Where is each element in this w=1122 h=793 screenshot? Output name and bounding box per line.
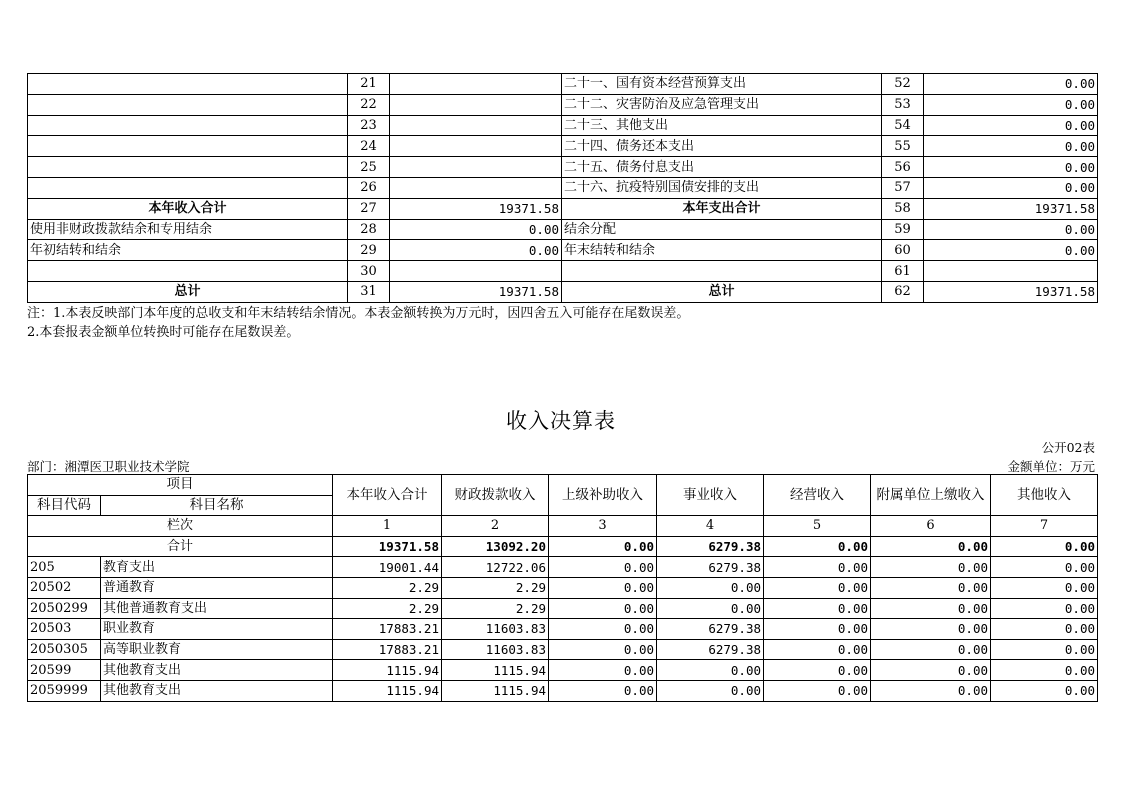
table-row (28, 557, 1098, 578)
header-col-5: 经营收入 (764, 475, 871, 516)
income-table-body (28, 557, 1098, 701)
header-col-1: 本年收入合计 (333, 475, 442, 516)
total-value: 0.00 (549, 536, 657, 557)
subject-code: 20502 (28, 577, 101, 598)
subject-name: 职业教育 (101, 619, 333, 640)
table-row (28, 240, 1098, 261)
table-row (28, 598, 1098, 619)
income-value: 0.00 (871, 680, 991, 701)
table-row (28, 219, 1098, 240)
header-col-2: 财政拨款收入 (442, 475, 549, 516)
income-value: 1115.94 (442, 660, 549, 681)
income-value: 0.00 (549, 557, 657, 578)
expense-item: 二十四、债务还本支出 (562, 136, 882, 157)
expense-amount: 19371.58 (924, 281, 1098, 302)
subject-code: 2059999 (28, 680, 101, 701)
expense-amount: 0.00 (924, 240, 1098, 261)
header-col-7: 其他收入 (991, 475, 1098, 516)
department-label: 部门：湘潭医卫职业技术学院 (27, 459, 190, 474)
expense-amount: 0.00 (924, 177, 1098, 198)
income-value: 17883.21 (333, 619, 442, 640)
income-value: 0.00 (657, 577, 764, 598)
expense-item: 二十三、其他支出 (562, 115, 882, 136)
income-amount: 19371.58 (390, 281, 562, 302)
header-code: 科目代码 (28, 495, 101, 516)
expense-item (562, 261, 882, 282)
income-line-number: 28 (348, 219, 390, 240)
header-item: 项目 (28, 475, 333, 496)
income-value: 0.00 (549, 598, 657, 619)
total-value: 0.00 (991, 536, 1098, 557)
income-value: 0.00 (871, 639, 991, 660)
expense-amount: 0.00 (924, 219, 1098, 240)
expense-amount: 0.00 (924, 136, 1098, 157)
income-value: 1115.94 (333, 660, 442, 681)
income-value: 0.00 (549, 680, 657, 701)
expense-amount: 0.00 (924, 157, 1098, 178)
total-label: 合计 (28, 536, 333, 557)
table-row (28, 136, 1098, 157)
total-value: 6279.38 (657, 536, 764, 557)
table-row (28, 577, 1098, 598)
table-row (28, 177, 1098, 198)
table-row (28, 619, 1098, 640)
table-row (28, 115, 1098, 136)
income-value: 11603.83 (442, 619, 549, 640)
income-value: 0.00 (764, 680, 871, 701)
income-item: 总计 (28, 281, 348, 302)
income-value: 0.00 (991, 557, 1098, 578)
income-line-number: 24 (348, 136, 390, 157)
income-value: 0.00 (991, 619, 1098, 640)
table-row (28, 281, 1098, 302)
income-line-number: 31 (348, 281, 390, 302)
income-item (28, 177, 348, 198)
income-amount (390, 94, 562, 115)
line-number: 6 (871, 516, 991, 537)
income-value: 0.00 (549, 639, 657, 660)
income-value: 6279.38 (657, 639, 764, 660)
expense-line-number: 60 (882, 240, 924, 261)
income-line-number: 27 (348, 198, 390, 219)
income-value: 0.00 (871, 598, 991, 619)
expense-item: 二十二、灾害防治及应急管理支出 (562, 94, 882, 115)
income-value: 0.00 (549, 577, 657, 598)
table-row (28, 157, 1098, 178)
income-value: 0.00 (657, 680, 764, 701)
income-amount (390, 136, 562, 157)
income-value: 0.00 (657, 660, 764, 681)
income-value: 0.00 (871, 660, 991, 681)
income-value: 0.00 (549, 660, 657, 681)
note-line-2: 2.本套报表金额单位转换时可能存在尾数误差。 (27, 325, 300, 340)
income-value: 0.00 (991, 660, 1098, 681)
subject-name: 其他教育支出 (101, 660, 333, 681)
expense-amount: 0.00 (924, 74, 1098, 95)
income-line-number: 29 (348, 240, 390, 261)
note-line-1: 注：1.本表反映部门本年度的总收支和年末结转结余情况。本表金额转换为万元时，因四舍五入可能存在尾数误差。 (27, 306, 690, 321)
income-amount: 0.00 (390, 240, 562, 261)
line-number: 3 (549, 516, 657, 537)
income-value: 0.00 (764, 577, 871, 598)
income-table-header (28, 475, 1098, 557)
line-number: 5 (764, 516, 871, 537)
subject-code: 20599 (28, 660, 101, 681)
income-amount (390, 261, 562, 282)
income-item: 本年收入合计 (28, 198, 348, 219)
subject-code: 205 (28, 557, 101, 578)
income-final-accounts-table (27, 474, 1098, 702)
subject-code: 2050299 (28, 598, 101, 619)
income-value: 6279.38 (657, 619, 764, 640)
income-item: 使用非财政拨款结余和专用结余 (28, 219, 348, 240)
income-value: 11603.83 (442, 639, 549, 660)
page-title: 收入决算表 (506, 409, 616, 433)
line-number: 7 (991, 516, 1098, 537)
income-value: 1115.94 (333, 680, 442, 701)
line-number-label: 栏次 (28, 516, 333, 537)
expense-line-number: 59 (882, 219, 924, 240)
expense-item: 结余分配 (562, 219, 882, 240)
subject-name: 教育支出 (101, 557, 333, 578)
income-value: 1115.94 (442, 680, 549, 701)
income-value: 0.00 (764, 557, 871, 578)
income-value: 0.00 (871, 619, 991, 640)
income-line-number: 22 (348, 94, 390, 115)
line-number: 1 (333, 516, 442, 537)
subject-name: 高等职业教育 (101, 639, 333, 660)
header-col-6: 附属单位上缴收入 (871, 475, 991, 516)
expense-line-number: 55 (882, 136, 924, 157)
expense-item: 二十六、抗疫特别国债安排的支出 (562, 177, 882, 198)
income-value: 0.00 (764, 639, 871, 660)
table-row (28, 639, 1098, 660)
header-col-4: 事业收入 (657, 475, 764, 516)
expense-item: 二十五、债务付息支出 (562, 157, 882, 178)
income-value: 2.29 (333, 577, 442, 598)
income-item (28, 157, 348, 178)
income-value: 19001.44 (333, 557, 442, 578)
subject-name: 其他教育支出 (101, 680, 333, 701)
income-value: 0.00 (549, 619, 657, 640)
table-row (28, 94, 1098, 115)
income-value: 0.00 (871, 557, 991, 578)
income-item: 年初结转和结余 (28, 240, 348, 261)
table-row (28, 74, 1098, 95)
income-line-number: 23 (348, 115, 390, 136)
income-value: 2.29 (442, 598, 549, 619)
expense-amount: 19371.58 (924, 198, 1098, 219)
income-amount: 0.00 (390, 219, 562, 240)
total-value: 0.00 (764, 536, 871, 557)
expense-line-number: 52 (882, 74, 924, 95)
income-amount (390, 157, 562, 178)
income-value: 0.00 (991, 577, 1098, 598)
expense-line-number: 57 (882, 177, 924, 198)
income-value: 6279.38 (657, 557, 764, 578)
expense-line-number: 56 (882, 157, 924, 178)
table-row (28, 261, 1098, 282)
amount-unit-label: 金额单位：万元 (1007, 459, 1095, 474)
income-value: 0.00 (991, 639, 1098, 660)
expense-line-number: 54 (882, 115, 924, 136)
subject-code: 2050305 (28, 639, 101, 660)
income-line-number: 30 (348, 261, 390, 282)
income-amount (390, 74, 562, 95)
income-expense-summary-table (27, 73, 1098, 303)
income-value: 12722.06 (442, 557, 549, 578)
expense-amount: 0.00 (924, 94, 1098, 115)
income-item (28, 94, 348, 115)
income-value: 2.29 (442, 577, 549, 598)
expense-line-number: 53 (882, 94, 924, 115)
subject-code: 20503 (28, 619, 101, 640)
expense-item: 本年支出合计 (562, 198, 882, 219)
expense-line-number: 58 (882, 198, 924, 219)
table-row (28, 198, 1098, 219)
header-col-3: 上级补助收入 (549, 475, 657, 516)
income-item (28, 115, 348, 136)
form-number: 公开02表 (1041, 440, 1095, 455)
expense-item: 年末结转和结余 (562, 240, 882, 261)
income-value: 0.00 (657, 598, 764, 619)
line-number: 2 (442, 516, 549, 537)
subject-name: 其他普通教育支出 (101, 598, 333, 619)
expense-amount (924, 261, 1098, 282)
income-item (28, 261, 348, 282)
expense-line-number: 61 (882, 261, 924, 282)
income-line-number: 26 (348, 177, 390, 198)
income-item (28, 74, 348, 95)
income-value: 17883.21 (333, 639, 442, 660)
income-value: 0.00 (764, 619, 871, 640)
expense-item: 总计 (562, 281, 882, 302)
income-item (28, 136, 348, 157)
income-value: 0.00 (991, 598, 1098, 619)
table-row (28, 660, 1098, 681)
income-value: 0.00 (871, 577, 991, 598)
header-name: 科目名称 (101, 495, 333, 516)
summary-table-body (28, 74, 1098, 303)
income-line-number: 21 (348, 74, 390, 95)
total-value: 19371.58 (333, 536, 442, 557)
total-value: 0.00 (871, 536, 991, 557)
income-amount (390, 177, 562, 198)
table-row (28, 680, 1098, 701)
income-value: 0.00 (764, 660, 871, 681)
income-amount (390, 115, 562, 136)
total-value: 13092.20 (442, 536, 549, 557)
income-value: 2.29 (333, 598, 442, 619)
income-line-number: 25 (348, 157, 390, 178)
line-number: 4 (657, 516, 764, 537)
income-amount: 19371.58 (390, 198, 562, 219)
expense-item: 二十一、国有资本经营预算支出 (562, 74, 882, 95)
expense-line-number: 62 (882, 281, 924, 302)
expense-amount: 0.00 (924, 115, 1098, 136)
income-value: 0.00 (991, 680, 1098, 701)
income-value: 0.00 (764, 598, 871, 619)
subject-name: 普通教育 (101, 577, 333, 598)
